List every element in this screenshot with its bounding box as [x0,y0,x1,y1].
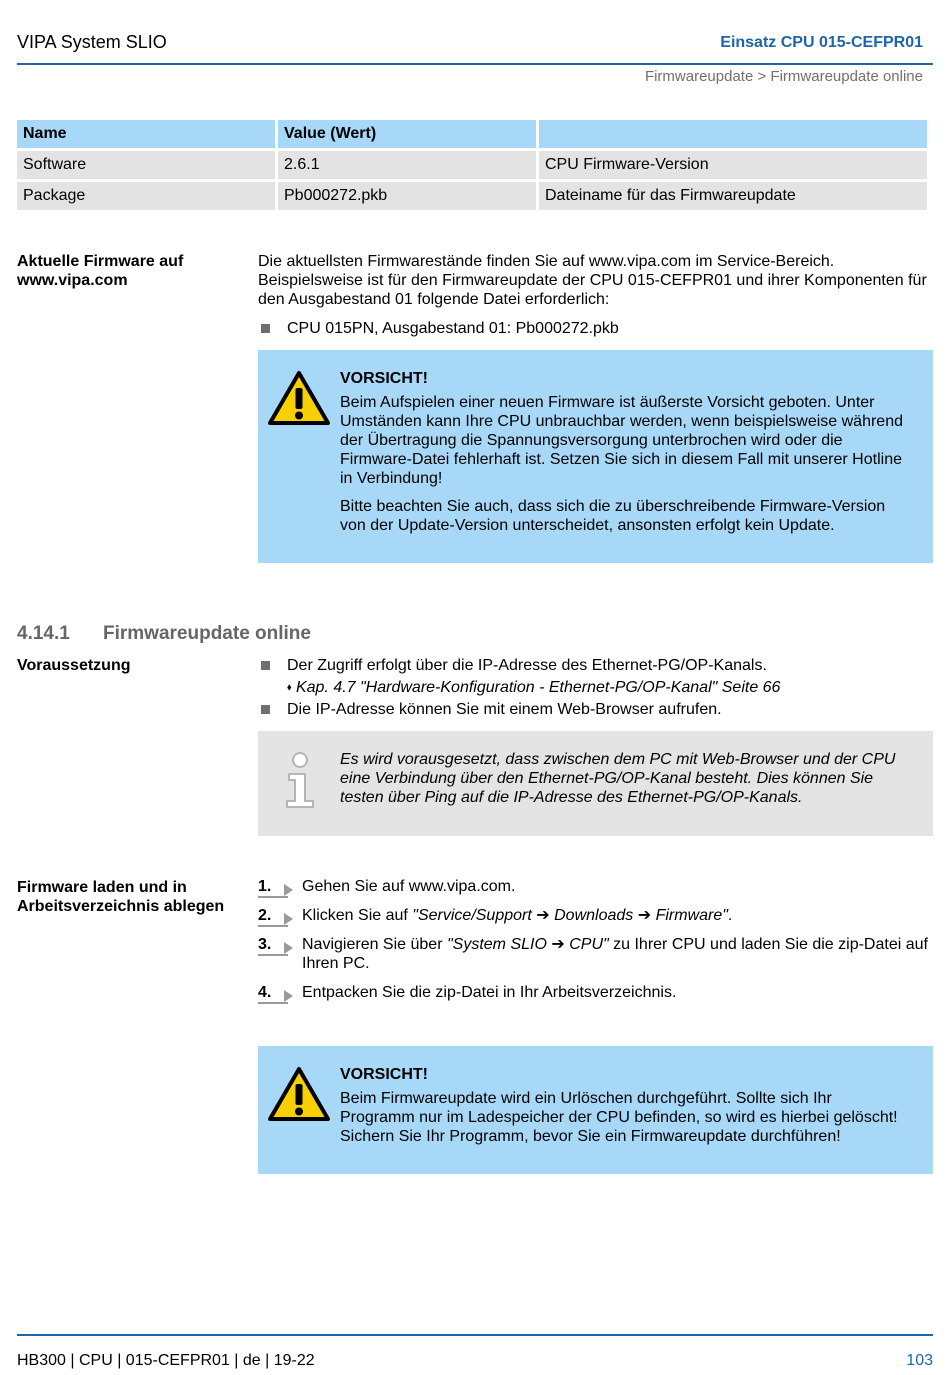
warning-icon [267,370,331,426]
caution-box [258,350,933,563]
step-number: 3. [258,936,272,953]
breadcrumb: Firmwareupdate > Firmwareupdate online [644,68,923,85]
page-number: 103 [906,1352,933,1369]
list-item: Die IP-Adresse können Sie mit einem Web-Browser aufrufen. [258,700,933,719]
current-firmware-label: Aktuelle Firmware auf www.vipa.com [17,253,184,289]
cross-reference-text: Kap. 4.7 "Hardware-Konfiguration - Ethernet-PG/OP-Kanal" Seite 66 [295,679,781,696]
step-item [258,906,933,925]
warning-icon [267,1066,331,1122]
step-number: 1. [258,878,272,895]
prerequisite-label: Voraussetzung [17,657,131,674]
load-firmware-label: Firmware laden und in Arbeitsverzeichnis ablegen [17,879,225,915]
prerequisite-block [258,656,933,719]
current-firmware-block [258,252,933,338]
menu-arrow-icon: ➔ [637,907,652,924]
step-arrow-icon [284,884,293,896]
chapter-title: Einsatz CPU 015-CEFPR01 [720,34,923,51]
menu-path-item: "System SLIO [446,936,547,953]
note-box [258,731,933,836]
step-text: . [727,907,733,924]
step-item [258,877,933,896]
caution-title: VORSICHT! [340,370,428,387]
document-title: VIPA System SLIO [17,32,167,52]
header-rule [17,63,933,65]
reference-icon: ⬪ [287,679,292,696]
table-header-row [17,120,927,148]
step-text: Entpacken Sie die zip-Datei in Ihr Arbeitsverzeichnis. [302,984,677,1001]
note-text: Es wird vorausgesetzt, dass zwischen dem PC mit Web-Browser und der CPU eine Verbindung über den Ethernet-PG/OP-Kanal besteht. Dies können Sie testen über Ping auf die IP-Adresse des Ethernet-PG/OP-Kanals. [340,751,896,806]
table-cell: CPU Firmware-Version [539,151,927,179]
menu-arrow-icon: ➔ [536,907,550,924]
section-number: 4.14.1 [17,623,70,644]
footer-document-id: HB300 | CPU | 015-CEFPR01 | de | 19-22 [17,1352,315,1369]
step-arrow-icon [284,913,293,925]
info-icon [283,751,317,809]
step-item [258,935,933,973]
list-item: Der Zugriff erfolgt über die IP-Adresse des Ethernet-PG/OP-Kanals. [258,656,933,675]
menu-path [412,907,728,924]
step-number: 4. [258,984,272,1001]
caution-text: Beim Firmwareupdate wird ein Urlöschen durchgeführt. Sollte sich Ihr Programm nur im Ladespeicher der CPU befinden, so wird es hierbei gelöscht! Sichern Sie Ihr Programm, bevor Sie ein Firmwareupdate durchführen! [340,1090,898,1145]
step-text: Klicken Sie auf [302,907,413,924]
table-cell: Package [17,182,275,210]
caution-text: Bitte beachten Sie auch, dass sich die zu überschreibende Firmware-Version von der Update-Version unterscheidet, ansonsten erfolgt kein Update. [340,498,886,534]
cross-reference[interactable] [258,678,933,697]
table-header: Value (Wert) [278,120,536,148]
caution-title: VORSICHT! [340,1066,428,1083]
table-cell: Software [17,151,275,179]
menu-arrow-icon: ➔ [551,936,565,953]
step-list [258,877,933,1012]
step-arrow-icon [284,990,293,1002]
step-number: 2. [258,907,272,924]
firmware-table [14,117,930,213]
footer-rule [17,1334,933,1336]
menu-path-item: "Service/Support [412,907,532,924]
section-title: Firmwareupdate online [103,623,311,644]
menu-path-item: Firmware" [655,907,728,924]
current-firmware-text: Die aktuellsten Firmwarestände finden Sie auf www.vipa.com im Service-Bereich. Beispielsweise ist für den Firmwareupdate der CPU 015-CEFPR01 und ihrer Komponenten für den Ausgabestand 01 folgende Datei erforderlich: [258,253,927,308]
table-cell: 2.6.1 [278,151,536,179]
step-text: Navigieren Sie über [302,936,447,953]
table-header: Name [17,120,275,148]
step-item [258,983,933,1002]
table-row [17,151,927,179]
section-heading [17,623,311,645]
caution-text: Beim Aufspielen einer neuen Firmware ist äußerste Vorsicht geboten. Unter Umständen kann Ihre CPU unbrauchbar werden, wenn beispielsweise während der Übertragung die Spannungsversorgung unterbrochen wird oder die Firmware-Datei fehlerhaft ist. Setzen Sie sich in diesem Fall mit unserer Hotline in Verbindung! [340,394,903,487]
menu-path-item: Downloads [554,907,634,924]
table-header [539,120,927,148]
table-cell: Dateiname für das Firmwareupdate [539,182,927,210]
caution-box [258,1046,933,1174]
step-text: zu Ihrer CPU und laden Sie die zip-Datei auf Ihren PC. [302,936,928,972]
list-item: CPU 015PN, Ausgabestand 01: Pb000272.pkb [258,319,933,338]
table-cell: Pb000272.pkb [278,182,536,210]
menu-path [447,936,609,953]
menu-path-item: CPU" [569,936,609,953]
step-text: Gehen Sie auf www.vipa.com. [302,878,516,895]
table-row [17,182,927,210]
step-arrow-icon [284,942,293,954]
